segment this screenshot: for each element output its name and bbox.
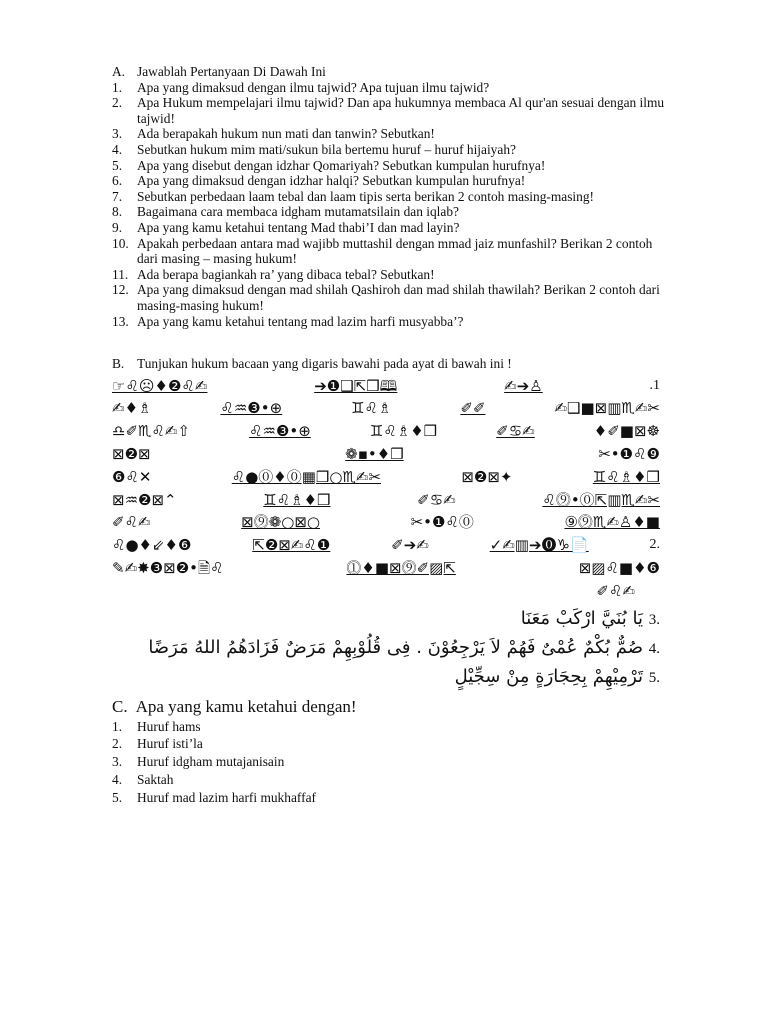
arabic-block xyxy=(112,605,660,692)
question-text: Apa yang kamu ketahui tentang mad lazim harfi musyabba’? xyxy=(137,313,464,329)
question-number: 2. xyxy=(112,95,123,111)
symbol-group: ➔❶❑⇱❒🕮 xyxy=(314,376,398,395)
symbol-group: ✍♦♗ xyxy=(112,399,152,418)
term-text: Saktah xyxy=(137,772,174,788)
question-item xyxy=(112,267,672,283)
verse-text: صُمٌّ بُكْمٌ عُمْىٌ فَهُمْ لاَ يَرْجِعُوْنَ . فِى قُلُوْبِهِمْ مَرَضٌ فَزَادَهُمُ اللهُ مَرَضًا xyxy=(148,636,644,658)
term-text: Huruf hams xyxy=(137,718,201,734)
symbol-group: ✂•❶♌❾ xyxy=(598,445,660,464)
question-number: 13. xyxy=(112,313,129,329)
question-number: 12. xyxy=(112,282,129,298)
term-item xyxy=(112,771,672,789)
question-item xyxy=(112,173,672,189)
symbol-group: ⇱❷⊠✍♌❶ xyxy=(252,536,331,555)
question-item xyxy=(112,204,672,220)
symbol-group: ❻♌✕ xyxy=(112,467,152,486)
section-marker: B. xyxy=(112,356,125,372)
symbol-group: ✐♌✍ xyxy=(112,513,151,532)
arabic-verse xyxy=(112,605,660,634)
question-item xyxy=(112,158,672,174)
question-text: Sebutkan perbedaan laam tebal dan laam tipis serta berikan 2 contoh masing-masing! xyxy=(137,188,594,204)
symbol-group: ✓✍▥➔⓿♑📄 xyxy=(489,536,589,555)
question-text: Bagaimana cara membaca idgham mutamatsilain dan iqlab? xyxy=(137,204,459,220)
symbol-line xyxy=(112,489,660,512)
term-item xyxy=(112,789,672,807)
section-title: Jawablah Pertanyaan Di Dawah Ini xyxy=(137,64,326,79)
question-item xyxy=(112,189,672,205)
section-b-heading xyxy=(112,356,672,372)
question-item xyxy=(112,236,672,267)
symbol-group: ♦✐■⊠☸ xyxy=(593,422,660,441)
symbol-line xyxy=(112,443,660,466)
item-number: .5 xyxy=(648,669,660,686)
question-number: 8. xyxy=(112,204,123,220)
symbol-group: ✐♋✍ xyxy=(417,490,456,509)
symbol-group: ✐♌✍ xyxy=(596,581,635,600)
question-number: 6. xyxy=(112,173,123,189)
item-number: 4. xyxy=(112,772,123,788)
question-number: 3. xyxy=(112,126,123,142)
question-number: 5. xyxy=(112,157,123,173)
question-number: 10. xyxy=(112,235,129,251)
section-title: Apa yang kamu ketahui dengan! xyxy=(135,696,357,716)
question-number: 7. xyxy=(112,188,123,204)
symbol-line xyxy=(112,466,660,489)
question-number: 9. xyxy=(112,219,123,235)
term-text: Huruf mad lazim harfi mukhaffaf xyxy=(137,789,316,805)
symbol-line xyxy=(112,511,660,534)
symbol-group: ♌♒❸•⊕ xyxy=(220,399,283,418)
question-text: Apa yang dimaksud dengan mad shilah Qashiroh dan mad shilah thawilah? Berikan 2 contoh dari masing-masing hukum! xyxy=(137,282,660,313)
symbol-group: ♎✐♏♌✍⇧ xyxy=(112,422,191,441)
question-text: Apa Hukum mempelajari ilmu tajwid? Dan apa hukumnya membaca Al qur'an sesuai dengan ilmu tajwid! xyxy=(137,95,665,126)
item-number: 2. xyxy=(649,537,660,553)
symbol-group: ♌♒❸•⊕ xyxy=(249,422,311,441)
worksheet-page xyxy=(112,64,672,807)
question-item xyxy=(112,282,672,313)
term-item xyxy=(112,753,672,771)
symbol-group: ✎✍✸❸⊠❷•🗎♌ xyxy=(112,559,224,578)
item-number: 1. xyxy=(112,718,123,734)
symbol-group: ♊♌♗ xyxy=(351,399,392,418)
symbol-group: ⊠▨♌■♦❻ xyxy=(578,559,660,578)
section-marker: C. xyxy=(112,696,128,716)
symbol-line xyxy=(112,580,660,603)
question-text: Sebutkan hukum mim mati/sukun bila bertemu huruf – huruf hijaiyah? xyxy=(137,141,516,157)
symbol-group: ⊠♒❷⊠⌃ xyxy=(112,490,177,509)
question-list xyxy=(112,80,672,330)
symbol-line xyxy=(112,375,660,398)
symbol-group: ♌●⓪♦⓪▦❒○♏✍✂ xyxy=(231,467,382,486)
question-number: 11. xyxy=(112,266,129,282)
question-text: Ada berapa bagiankah ra’ yang dibaca tebal? Sebutkan! xyxy=(137,266,435,282)
symbol-group: ⊠⓽❁○⊠○ xyxy=(241,513,321,532)
symbol-group: ⓵♦■⊠⓽✐▨⇱ xyxy=(346,559,456,578)
question-item xyxy=(112,95,672,126)
item-number: 2. xyxy=(112,736,123,752)
symbol-group: ♌⓽•⓪⇱▥♏✍✂ xyxy=(542,490,660,509)
symbol-group: ♊♌♗♦❒ xyxy=(263,490,331,509)
verse-text: يَا بُنَيَّ ارْكَبْ مَعَنَا xyxy=(520,607,644,629)
section-marker: A. xyxy=(112,64,126,79)
arabic-verse xyxy=(112,663,660,692)
item-number: .4 xyxy=(648,640,660,657)
question-item xyxy=(112,142,672,158)
symbol-line xyxy=(112,397,660,420)
symbol-line xyxy=(112,557,660,580)
question-item xyxy=(112,126,672,142)
question-text: Ada berapakah hukum nun mati dan tanwin? Sebutkan! xyxy=(137,126,435,142)
arabic-verse xyxy=(112,634,660,663)
question-text: Apa yang dimaksud dengan ilmu tajwid? Apa tujuan ilmu tajwid? xyxy=(137,79,490,95)
item-number: .1 xyxy=(649,377,660,393)
section-c-heading xyxy=(112,696,672,718)
symbol-group: ☞♌☹♦❷♌✍ xyxy=(112,376,208,395)
question-number: 1. xyxy=(112,79,123,95)
section-title: Tunjukan hukum bacaan yang digaris bawahi pada ayat di bawah ini ! xyxy=(137,356,512,372)
symbol-line xyxy=(112,534,660,557)
term-item xyxy=(112,735,672,753)
term-text: Huruf isti’la xyxy=(137,736,203,752)
symbol-group: ✍❑■⊠▥♏✍✂ xyxy=(554,399,660,418)
question-text: Apakah perbedaan antara mad wajibb muttashil dengan mmad jaiz munfashil? Berikan 2 contoh dari masing – masing hukum! xyxy=(137,235,653,267)
symbol-group: ✐✐ xyxy=(460,399,486,418)
section-a-heading xyxy=(112,64,672,80)
term-item xyxy=(112,718,672,736)
symbol-group: ✐♋✍ xyxy=(496,422,535,441)
item-number: 3. xyxy=(112,754,123,770)
symbol-group: ♌●♦⇙♦❻ xyxy=(112,536,192,555)
question-item xyxy=(112,220,672,236)
item-number: .3 xyxy=(648,611,660,628)
symbol-group: ♊♌♗♦❒ xyxy=(592,467,660,486)
symbol-group: ✂•❶♌⓪ xyxy=(410,513,474,532)
symbol-group: ⑨⓽♏✍♙♦■ xyxy=(564,513,660,532)
verse-text: تَرْمِيْهِمْ بِحِجَارَةٍ مِنْ سِجِّيْلٍ xyxy=(454,665,644,687)
symbol-group: ♊♌♗♦❒ xyxy=(369,422,438,441)
question-text: Apa yang dimaksud dengan idzhar halqi? Sebutkan kumpulan hurufnya! xyxy=(137,173,526,189)
term-text: Huruf idgham mutajanisain xyxy=(137,754,285,770)
item-number: 5. xyxy=(112,789,123,805)
question-number: 4. xyxy=(112,141,123,157)
symbol-group: ⊠❷⊠✦ xyxy=(461,467,513,486)
symbol-group: ⊠❷⊠ xyxy=(112,445,151,464)
symbol-group: ✍➔♙ xyxy=(504,376,543,395)
symbol-group: ✐➔✍ xyxy=(391,536,429,555)
question-text: Apa yang disebut dengan idzhar Qomariyah? Sebutkan kumpulan hurufnya! xyxy=(137,157,546,173)
symbol-group: ❁▪•♦❒ xyxy=(345,445,404,464)
question-text: Apa yang kamu ketahui tentang Mad thabi’I dan mad layin? xyxy=(137,219,460,235)
symbol-block xyxy=(112,375,660,603)
question-item xyxy=(112,314,672,330)
question-item xyxy=(112,80,672,96)
symbol-line xyxy=(112,420,660,443)
term-list xyxy=(112,718,672,807)
